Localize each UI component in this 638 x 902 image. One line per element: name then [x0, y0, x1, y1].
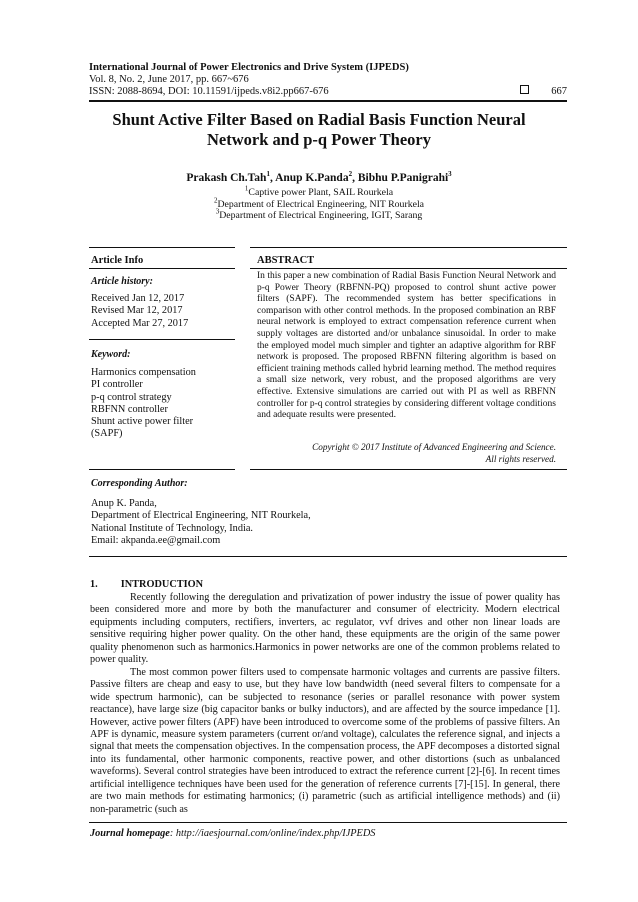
affiliation-text: Department of Electrical Engineering, IGIT, Sarang [219, 210, 423, 221]
history-list [91, 293, 188, 330]
affiliation [60, 196, 578, 211]
copyright-line-2: All rights reserved. [485, 453, 556, 464]
journal-homepage: Journal homepage: http://iaesjournal.com/online/index.php/IJPEDS [90, 828, 376, 839]
checkbox-square-icon [520, 85, 529, 94]
author-mark: 3 [448, 170, 452, 179]
history-item: Accepted Mar 27, 2017 [91, 317, 189, 329]
article-info-top-rule [89, 247, 235, 248]
corresponding-line: Anup K. Panda, [91, 498, 157, 509]
author-list [60, 172, 578, 184]
history-item: Revised Mar 12, 2017 [91, 305, 183, 317]
author-name: Prakash Ch.Tah [186, 172, 267, 184]
keyword-item: PI controller [91, 379, 143, 391]
abstract-text: In this paper a new combination of Radial Basis Function Neural Network and p-q Power Theory (RBFNN-PQ) proposed to control shunt active power filters (SAPF). The recommended system has better specifications in comparison with other control methods. In the proposed combination an RBF neural network is employed to extract compensation reference current when supply voltages are distorted and/or unbalance sinusoidal. In order to make the employed model much simpler and tighter an adaptive algorithm for RBF network is proposed. The proposed RBFNN filtering algorithm is based on efficient training methods called hybrid learning method. The method requires a small size network, very robust, and the proposed algorithms are very effective. Extensive simulations are carried out with PI as well as RBFNN controller for p-q control strategies by considering different voltage conditions and adequate results were presented. [257, 271, 556, 421]
abstract-rule [250, 268, 567, 269]
affiliation-list [60, 184, 578, 222]
article-info-rule [89, 268, 235, 269]
affiliation-text: Department of Electrical Engineering, NIT Rourkela [217, 198, 425, 210]
journal-issn: ISSN: 2088-8694, DOI: 10.11591/ijpeds.v8i2.pp667-676 [89, 86, 329, 97]
affiliation-mark: 2 [213, 196, 218, 205]
author-mark: 2 [348, 170, 353, 179]
history-heading: Article history: [91, 276, 153, 287]
history-rule [89, 339, 235, 340]
keyword-heading: Keyword: [91, 349, 131, 360]
footer-rule [89, 822, 567, 823]
keyword-item: p-q control strategy [91, 391, 172, 403]
author-name: Anup K.Panda [275, 172, 349, 184]
affiliation-mark: 3 [215, 207, 220, 216]
abstract-top-rule [250, 247, 567, 248]
corresponding-heading: Corresponding Author: [91, 478, 188, 489]
history-item: Received Jan 12, 2017 [91, 293, 185, 304]
author-separator: , [269, 172, 276, 184]
affiliation-mark: 1 [244, 184, 249, 193]
journal-volume: Vol. 8, No. 2, June 2017, pp. 667~676 [89, 74, 249, 85]
title-line-2: Network and p-q Power Theory [207, 130, 431, 149]
header-rule [89, 100, 567, 102]
title-line-1: Shunt Active Filter Based on Radial Basis Function Neural [112, 110, 526, 129]
corresponding-line: Department of Electrical Engineering, NIT Rourkela, [91, 510, 311, 522]
author-mark: 1 [266, 170, 270, 179]
abstract-heading: ABSTRACT [257, 255, 315, 266]
author-separator: , [352, 172, 358, 184]
keyword-item: RBFNN controller [91, 403, 168, 415]
keyword-item: (SAPF) [91, 428, 123, 440]
corresponding-details [91, 498, 311, 548]
article-info-bottom-rule [89, 469, 235, 470]
corresponding-line: Email: akpanda.ee@gmail.com [91, 535, 221, 547]
corresponding-rule [89, 556, 567, 557]
affiliation [60, 184, 578, 199]
article-info-heading: Article Info [91, 255, 144, 266]
keyword-list [91, 367, 196, 441]
journal-name: International Journal of Power Electronics and Drive System (IJPEDS) [89, 62, 409, 73]
keyword-item: Harmonics compensation [91, 367, 196, 378]
corresponding-line: National Institute of Technology, India. [91, 522, 253, 534]
author-name: Bibhu P.Panigrahi [357, 172, 449, 184]
affiliation-text: Captive power Plant, SAIL Rourkela [248, 187, 394, 198]
abstract-bottom-rule [250, 469, 567, 470]
page-number: 667 [520, 85, 567, 97]
paragraph: The most common power filters used to compensate harmonic voltages and currents are passive filters. Passive filters are cheap and easy to use, but they have low bandwidth (need several filters to compensate for a wide spectrum harmonic), can be subjected to resonance (series or parallel resonance with power system reactance), have large size (big capacitor banks or bulky inductors), and are affected by the source impedance [1]. However, active power filters (APF) have been introduced to overcome some of the problems of passive filters. An APF is dynamic, measure system parameters (current or/and voltage), calculates the reference signal, and injects a signal that meets the compensation objectives. In the compensation process, the APF decomposes a distorted signal into its fundamental, other harmonic components, reactive power, and other distortions (such as unbalanced waveforms). Several control strategies have been introduced to extract the reference current [2]-[6]. In recent times artificial intelligence techniques have been used for the generation of reference currents [7]-[15]. In general, there are two main methods for estimating harmonics; (i) parametric (such as artificial intelligence methods) and (ii) non-parametric (such as [90, 666, 560, 815]
affiliation [60, 207, 578, 222]
section-heading-introduction: 1. INTRODUCTION [90, 579, 204, 590]
paragraph: Recently following the deregulation and privatization of power industry the issue of power quality has been considered more and more by both the manufacturer and consumer of electricity. Modern electrical equipments including computers, rectifiers, inverters, ac regulator, vvf drives and other non linear loads are sensitive requiring higher power quality. On the other hand, these equipments are the origin of the same power quality phenomenon such as harmonics.Harmonics in power networks are one of the common problems related to power quality. [90, 592, 560, 666]
copyright-line-1: Copyright © 2017 Institute of Advanced Engineering and Science. [312, 442, 556, 452]
paper-title [60, 110, 578, 150]
copyright [257, 442, 556, 465]
introduction-body [90, 592, 560, 816]
keyword-item: Shunt active power filter [91, 416, 194, 428]
